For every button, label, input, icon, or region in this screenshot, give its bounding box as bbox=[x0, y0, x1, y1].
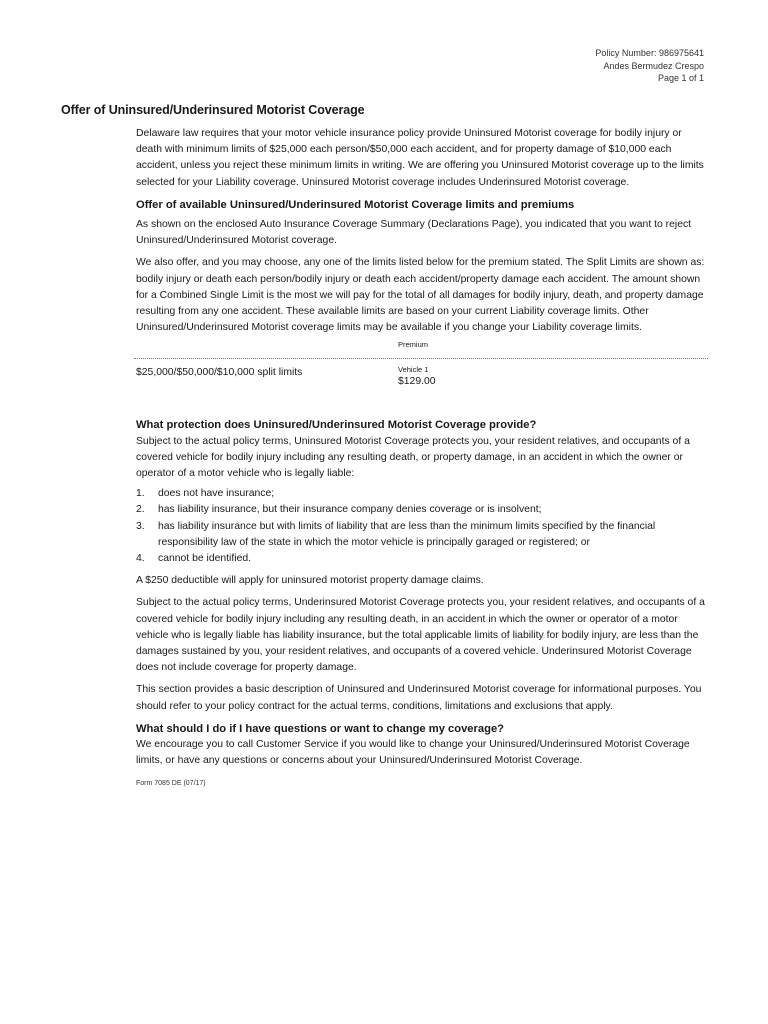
policy-header bbox=[595, 47, 704, 85]
list-item: 4. cannot be identified. bbox=[136, 553, 252, 565]
vehicle-label: Vehicle 1 bbox=[398, 365, 429, 375]
document-body bbox=[136, 126, 708, 792]
page-number: Page 1 of 1 bbox=[657, 73, 704, 83]
offer-heading: Offer of available Uninsured/Underinsured Motorist Coverage limits and premiums bbox=[136, 198, 575, 211]
list-item: 2. has liability insurance, but their insurance company denies coverage or is insolvent; bbox=[136, 504, 542, 516]
deductible-paragraph: A $250 deductible will apply for uninsured motorist property damage claims. bbox=[136, 575, 484, 587]
limit-description: $25,000/$50,000/$10,000 split limits bbox=[136, 367, 303, 379]
protection-paragraph-1: Subject to the actual policy terms, Uninsured Motorist Coverage protects you, your resident relatives, and occupants of a covered vehicle for bodily injury including any resulting death, or property damage, in an accident in which the owner or operator of a motor vehicle who is legally liable: bbox=[136, 435, 690, 480]
form-number: Form 7085 DE (07/17) bbox=[136, 779, 206, 787]
document-title: Offer of Uninsured/Underinsured Motorist Coverage bbox=[61, 103, 365, 117]
policy-number: Policy Number: 986975641 bbox=[595, 48, 704, 58]
coverage-conditions-list bbox=[136, 486, 708, 567]
protection-paragraph-2: Subject to the actual policy terms, Underinsured Motorist Coverage protects you, your resident relatives, and occupants of a covered vehicle for bodily injury including any resulting death, in an accident in which the owner or operator of a motor vehicle who is legally liable has liability insurance, but the total applicable limits of liability for bodily injury, are less than the damages sustained by you, your resident relatives, and occupants of a covered vehicle. Underinsured Motorist Coverage does not include coverage for property damage. bbox=[136, 597, 705, 674]
vehicle-premium: $129.00 bbox=[398, 376, 436, 388]
limit-row bbox=[136, 365, 708, 409]
list-item: 3. has liability insurance but with limits of liability that are less than the minimum limits specified by the financial responsibility law of the state in which the motor vehicle is principally garaged or registered; or bbox=[136, 520, 656, 548]
dotted-divider bbox=[134, 358, 708, 359]
offer-paragraph-1: As shown on the enclosed Auto Insurance Coverage Summary (Declarations Page), you indicated that you want to reject Uninsured/Underinsured Motorist coverage. bbox=[136, 219, 692, 247]
premium-column-label: Premium bbox=[398, 340, 429, 350]
protection-paragraph-3: This section provides a basic description of Uninsured and Underinsured Motorist coverage for informational purposes. You should refer to your policy contract for the actual terms, conditions, limitations and exclusions that apply. bbox=[136, 684, 702, 712]
intro-paragraph: Delaware law requires that your motor vehicle insurance policy provide Uninsured Motorist coverage for bodily injury or death with minimum limits of $25,000 each person/$50,000 each accident, and for property damage of $10,000 each accident, unless you reject these minimum limits in writing. We are offering you Uninsured Motorist coverage up to the limits selected for your Liability coverage. Uninsured Motorist coverage includes Underinsured Motorist coverage. bbox=[136, 128, 704, 188]
questions-paragraph: We encourage you to call Customer Service if you would like to change your Uninsured/Underinsured Motorist Coverage limits, or have any questions or concerns about your Uninsured/Underinsured Motorist Coverage. bbox=[136, 739, 690, 767]
questions-heading: What should I do if I have questions or want to change my coverage? bbox=[136, 722, 504, 735]
protection-heading: What protection does Uninsured/Underinsured Motorist Coverage provide? bbox=[136, 419, 537, 432]
list-item: 1. does not have insurance; bbox=[136, 488, 275, 500]
insured-name: Andes Bermudez Crespo bbox=[603, 60, 704, 71]
vehicle-premium-cell bbox=[398, 365, 436, 389]
offer-paragraph-2: We also offer, and you may choose, any one of the limits listed below for the premium stated. The Split Limits are shown as: bodily injury or death each person/bodily injury or death each accident/property damage each accident. The amount shown for a Combined Single Limit is the most we will pay for the total of all damages for bodily injury, death, and property damage resulting from any one accident. These available limits are based on your current Liability coverage limits. Other Uninsured/Underinsured Motorist coverage limits may be available if you change your Liability coverage limits. bbox=[136, 257, 705, 334]
